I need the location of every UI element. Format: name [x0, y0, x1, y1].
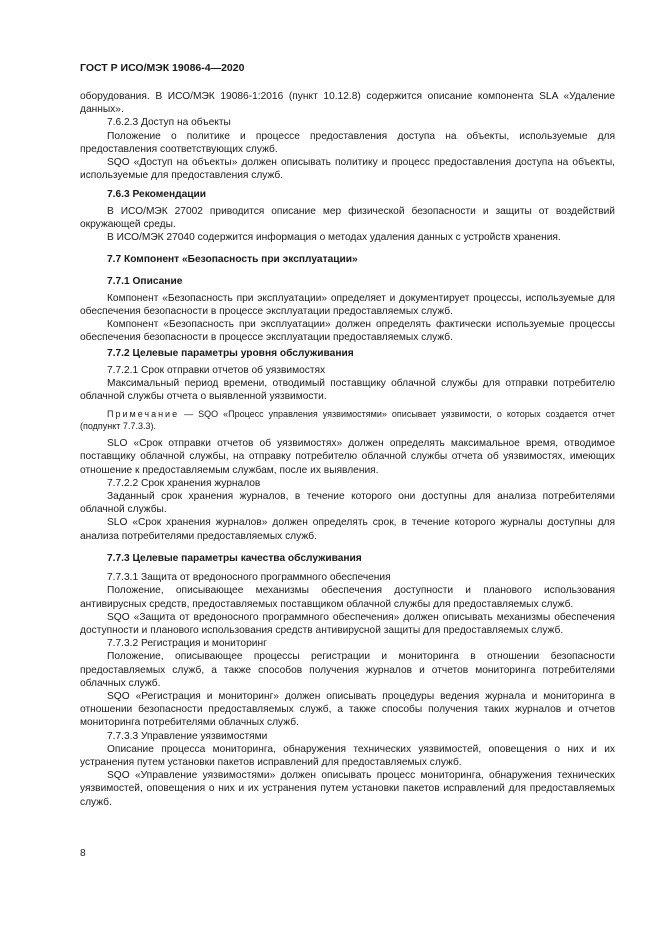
paragraph: SLO «Срок отправки отчетов об уязвимостях» должен определять максимальное время, отводимое поставщику облачной службы, на отправку потребителю облачной службы отчета об уязвимостях, имеющих отношение к предоставляемым службам, после их выявления. [80, 438, 615, 476]
paragraph: оборудования. В ИСО/МЭК 19086-1:2016 (пункт 10.12.8) содержится описание компонента SLA «Удаление данных». [80, 91, 615, 116]
section-heading-7-7-1: 7.7.1 Описание [107, 276, 183, 288]
paragraph: SQO «Защита от вредоносного программного обеспечения» должен описывать механизмы обеспечения доступности и планового использования средств антивирусной защиты для предоставляемых служб. [80, 611, 615, 636]
paragraph: SQO «Управление уязвимостями» должен описывать процесс мониторинга, обнаружения технических уязвимостей, оповещения о них и их устранения путем установки пакетов исправлений для предоставляемых служб. [80, 770, 615, 808]
paragraph: Максимальный период времени, отводимый поставщику облачной службы для отправки потребителю облачной службы отчета о выявленной уязвимости. [80, 377, 615, 403]
paragraph: SQO «Регистрация и мониторинг» должен описывать процедуры ведения журнала и мониторинга в отношении безопасности предоставляемых служб, а также способы получения таких журналов и отчетов мониторинга потребителями облачных служб. [80, 690, 615, 729]
paragraph: Положение, описывающее процессы регистрации и мониторинга в отношении безопасности предоставляемых служб, а также способов получения журналов и отчетов мониторинга потребителями облачных служб. [80, 651, 615, 689]
paragraph: В ИСО/МЭК 27002 приводится описание мер физической безопасности и защиты от воздействий окружающей среды. [80, 205, 615, 230]
section-heading-7-6-3: 7.6.3 Рекомендации [107, 189, 207, 201]
paragraph: Компонент «Безопасность при эксплуатации» должен определять фактически используемые процессы обеспечения безопасности в процессе эксплуатации предоставляемых служб. [80, 319, 615, 344]
note-text: — SQO «Процесс управления уязвимостями» описывает уязвимости, о которых создается отчет (подпункт 7.7.3.3). [80, 409, 615, 432]
subsection-heading-7-7-3-3: 7.7.3.3 Управление уязвимостями [107, 730, 268, 742]
subsection-heading-7-7-2-1: 7.7.2.1 Срок отправки отчетов об уязвимостях [107, 364, 326, 376]
paragraph: Заданный срок хранения журналов, в течение которого они доступны для анализа потребителями облачной службы. [80, 491, 615, 516]
paragraph: Положение о политике и процессе предоставления доступа на объекты, используемые для предоставления соответствующих служб. [80, 130, 615, 155]
note-label: Примечание [107, 409, 180, 420]
subsection-heading-7-7-3-2: 7.7.3.2 Регистрация и мониторинг [107, 638, 267, 650]
document-header: ГОСТ Р ИСО/МЭК 19086-4—2020 [80, 62, 245, 74]
paragraph: В ИСО/МЭК 27040 содержится информация о методах удаления данных с устройств хранения. [107, 232, 561, 244]
note [80, 408, 615, 432]
section-heading-7-7-2: 7.7.2 Целевые параметры уровня обслуживания [107, 348, 354, 360]
paragraph: Описание процесса мониторинга, обнаружения технических уязвимостей, оповещения о них и их устранения путем установки пакетов исправлений для предоставляемых служб. [80, 743, 615, 768]
subsection-heading-7-7-2-2: 7.7.2.2 Срок хранения журналов [107, 477, 261, 489]
paragraph: SQO «Доступ на объекты» должен описывать политику и процесс предоставления доступа на объекты, используемые для предоставления служб. [80, 157, 615, 182]
subsection-heading-7-6-2-3: 7.6.2.3 Доступ на объекты [107, 117, 231, 129]
subsection-heading-7-7-3-1: 7.7.3.1 Защита от вредоносного программного обеспечения [107, 572, 391, 584]
document-body [80, 90, 615, 809]
paragraph: SLO «Срок хранения журналов» должен определять срок, в течение которого журналы доступны для анализа потребителями предоставляемых служб. [80, 517, 615, 542]
paragraph: Положение, описывающее механизмы обеспечения доступности и планового использования антивирусных средств, предоставляемых поставщиком облачной службы для предоставляемых служб. [80, 585, 615, 610]
section-heading-7-7: 7.7 Компонент «Безопасность при эксплуатации» [107, 254, 358, 266]
paragraph: Компонент «Безопасность при эксплуатации» определяет и документирует процессы, используемые для обеспечения безопасности в процессе эксплуатации предоставляемых служб. [80, 292, 615, 317]
section-heading-7-7-3: 7.7.3 Целевые параметры качества обслуживания [107, 552, 362, 564]
page-number: 8 [80, 848, 86, 859]
